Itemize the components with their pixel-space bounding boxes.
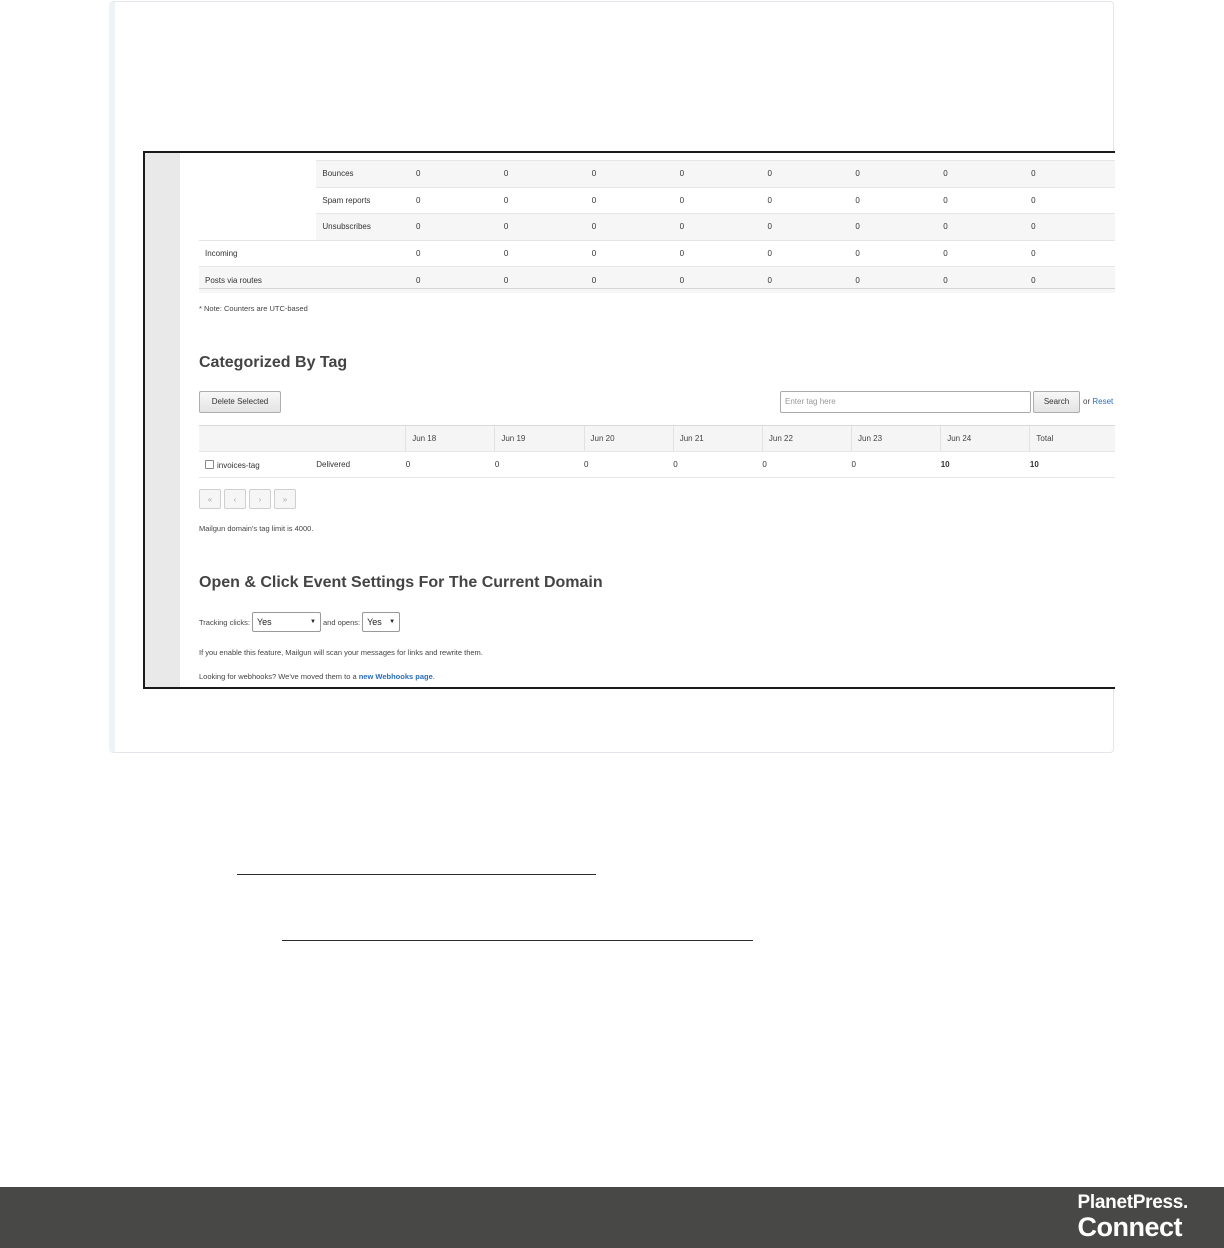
tag-name: invoices-tag [217, 460, 260, 470]
stats-value-cell: 0 [767, 187, 855, 214]
stats-value-cell: 0 [855, 240, 943, 267]
pagination [199, 489, 296, 509]
stats-value-cell: 0 [767, 214, 855, 241]
and-opens-label: and opens: [322, 617, 361, 627]
stats-value-cell: 0 [767, 161, 855, 188]
tag-value-cell: 0 [852, 452, 941, 478]
opens-select[interactable]: Yes ▼ [362, 612, 400, 632]
tag-limit-note: Mailgun domain's tag limit is 4000. [199, 524, 314, 533]
reset-link[interactable]: Reset [1092, 397, 1114, 406]
events-heading: Open & Click Event Settings For The Current Domain [199, 574, 603, 591]
stats-group-cell: Posts via routes [199, 267, 316, 293]
stats-value-cell: 0 [504, 161, 592, 188]
column-header: Jun 20 [584, 426, 673, 452]
stats-group-cell [199, 214, 316, 241]
tag-value-cell: 10 [941, 452, 1030, 478]
tag-value-cell: 0 [673, 452, 762, 478]
stats-value-cell: 0 [592, 267, 680, 293]
tags-header-row [199, 426, 1115, 452]
tag-value-cell: 0 [495, 452, 584, 478]
row-checkbox[interactable] [205, 460, 214, 469]
or-reset: or Reset [1083, 397, 1114, 406]
tag-value-cell: 0 [584, 452, 673, 478]
mailgun-screenshot [143, 151, 1115, 689]
feature-note: If you enable this feature, Mailgun will scan your messages for links and rewrite them. [199, 648, 483, 657]
stats-value-cell: 0 [855, 214, 943, 241]
stats-value-cell: 0 [1031, 161, 1115, 188]
stats-row [199, 161, 1115, 188]
stats-label-cell [316, 267, 416, 293]
stats-value-cell: 0 [1031, 214, 1115, 241]
stats-value-cell: 0 [943, 214, 1031, 241]
stats-group-cell: Incoming [199, 240, 316, 267]
column-header: Jun 21 [673, 426, 762, 452]
stats-label-cell: Bounces [316, 161, 416, 188]
stats-value-cell: 0 [943, 240, 1031, 267]
stats-value-cell: 0 [680, 161, 768, 188]
caret-down-icon: ▼ [389, 619, 396, 625]
stats-table [199, 160, 1115, 293]
tracking-clicks-select[interactable]: Yes ▼ [252, 612, 321, 632]
stats-value-cell: 0 [416, 161, 504, 188]
tags-heading: Categorized By Tag [199, 354, 348, 371]
stats-value-cell: 0 [592, 214, 680, 241]
link-underline[interactable] [237, 874, 596, 875]
stats-value-cell: 0 [1031, 240, 1115, 267]
stats-label-cell: Unsubscribes [316, 214, 416, 241]
stats-value-cell: 0 [504, 187, 592, 214]
next-page-button[interactable]: › [249, 489, 271, 509]
tracking-settings [199, 612, 402, 632]
search-button[interactable]: Search [1033, 391, 1080, 413]
stats-label-cell: Spam reports [316, 187, 416, 214]
stats-value-cell: 0 [855, 161, 943, 188]
webhooks-note: Looking for webhooks? We've moved them to a new Webhooks page. [199, 672, 435, 681]
stats-value-cell: 0 [767, 267, 855, 293]
stats-value-cell: 0 [416, 267, 504, 293]
stats-value-cell: 0 [592, 161, 680, 188]
prev-page-button[interactable]: ‹ [224, 489, 246, 509]
delete-selected-button[interactable]: Delete Selected [199, 391, 281, 413]
column-header: Jun 18 [406, 426, 495, 452]
planetpress-connect-logo: PlanetPress. Connect [1077, 1192, 1188, 1242]
column-header: Jun 23 [852, 426, 941, 452]
webhooks-page-link[interactable]: new Webhooks page [358, 672, 433, 681]
tag-value-cell: 0 [762, 452, 851, 478]
utc-note: * Note: Counters are UTC-based [199, 304, 308, 313]
stats-value-cell: 0 [943, 187, 1031, 214]
stats-value-cell: 0 [680, 240, 768, 267]
caret-down-icon: ▼ [310, 619, 316, 625]
stats-value-cell: 0 [504, 240, 592, 267]
stats-value-cell: 0 [1031, 267, 1115, 293]
stats-value-cell: 0 [416, 214, 504, 241]
stats-value-cell: 0 [855, 187, 943, 214]
tag-value-cell: 0 [406, 452, 495, 478]
table-row [199, 452, 1115, 478]
stats-value-cell: 0 [504, 214, 592, 241]
column-header: Total [1030, 426, 1115, 452]
stats-value-cell: 0 [943, 267, 1031, 293]
column-header: Jun 22 [762, 426, 851, 452]
stats-value-cell: 0 [592, 187, 680, 214]
column-header: Jun 24 [941, 426, 1030, 452]
column-header: Jun 19 [495, 426, 584, 452]
tag-value-cell: 10 [1030, 452, 1115, 478]
stats-row [199, 214, 1115, 241]
stats-label-cell [316, 240, 416, 267]
stats-value-cell: 0 [680, 267, 768, 293]
tracking-clicks-label: Tracking clicks: [199, 617, 250, 627]
stats-value-cell: 0 [592, 240, 680, 267]
page-footer [0, 1187, 1224, 1248]
tags-table [199, 425, 1115, 478]
stats-group-cell [199, 161, 316, 188]
last-page-button[interactable]: » [274, 489, 296, 509]
link-underline[interactable] [282, 940, 753, 941]
stats-group-cell [199, 187, 316, 214]
stats-value-cell: 0 [1031, 187, 1115, 214]
first-page-button[interactable]: « [199, 489, 221, 509]
stats-value-cell: 0 [767, 240, 855, 267]
tag-search-input[interactable]: Enter tag here [780, 391, 1031, 413]
left-gutter [145, 153, 180, 687]
stats-value-cell: 0 [855, 267, 943, 293]
stats-row [199, 267, 1115, 293]
stats-value-cell: 0 [680, 214, 768, 241]
stats-value-cell: 0 [416, 240, 504, 267]
stats-row [199, 187, 1115, 214]
stats-value-cell: 0 [943, 161, 1031, 188]
metric-cell: Delivered [310, 452, 405, 478]
stats-row [199, 240, 1115, 267]
stats-value-cell: 0 [504, 267, 592, 293]
stats-value-cell: 0 [680, 187, 768, 214]
stats-value-cell: 0 [416, 187, 504, 214]
